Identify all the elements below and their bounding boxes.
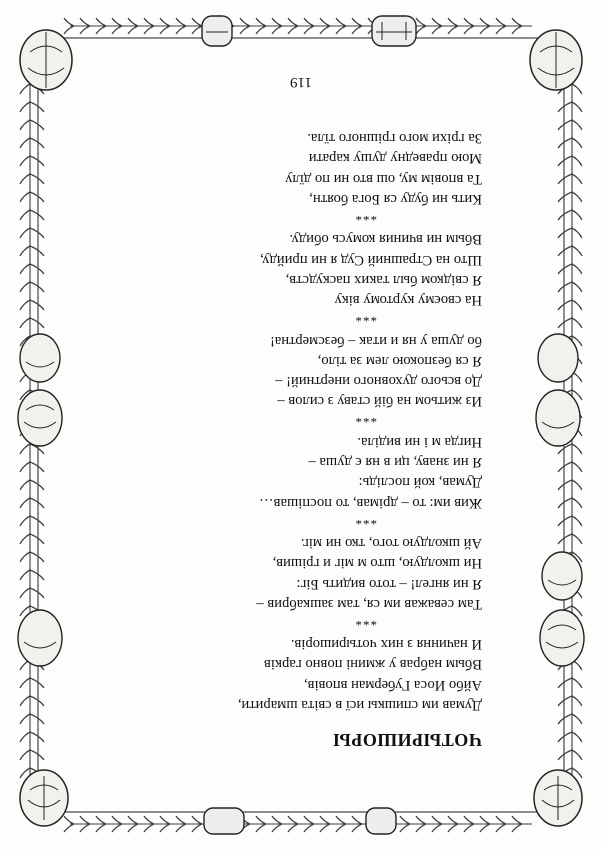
leaf-garland-icon <box>464 18 474 26</box>
leaf-garland-icon <box>572 318 582 328</box>
leaf-garland-icon <box>320 816 330 824</box>
leaf-garland-icon <box>256 824 266 832</box>
leaf-garland-icon <box>288 26 298 34</box>
leaf-garland-icon <box>192 18 202 26</box>
leaf-garland-icon <box>558 318 572 328</box>
leaf-garland-icon <box>144 824 154 832</box>
leaf-garland-icon <box>20 192 30 202</box>
leaf-garland-icon <box>304 824 314 832</box>
leaf-garland-icon <box>64 18 74 26</box>
leaf-garland-icon <box>30 228 44 238</box>
leaf-garland-icon <box>496 18 506 26</box>
leaf-garland-icon <box>320 26 330 34</box>
leaf-garland-icon <box>416 18 426 26</box>
leaf-garland-icon <box>512 816 522 824</box>
leaf-garland-icon <box>30 588 44 598</box>
poem-line: Што на Страшний Суд я ни прийду, <box>259 251 482 268</box>
leaf-garland-icon <box>558 750 572 760</box>
egg-ornament-icon <box>18 610 62 666</box>
leaf-garland-icon <box>480 816 490 824</box>
leaf-garland-icon <box>558 264 572 274</box>
leaf-garland-icon <box>30 750 44 760</box>
poem-line: Я ни янгел! – тото видить Біг: <box>296 575 482 592</box>
stanza-separator: *** <box>354 209 377 225</box>
leaf-garland-icon <box>480 26 490 34</box>
leaf-garland-icon <box>20 444 30 454</box>
leaf-garland-icon <box>272 824 282 832</box>
leaf-garland-icon <box>558 300 572 310</box>
leaf-garland-icon <box>448 824 458 832</box>
leaf-garland-icon <box>558 246 572 256</box>
leaf-garland-icon <box>464 816 474 824</box>
leaf-garland-icon <box>288 816 298 824</box>
leaf-garland-icon <box>272 18 282 26</box>
leaf-garland-icon <box>20 300 30 310</box>
leaf-garland-icon <box>20 696 30 706</box>
leaf-garland-icon <box>496 824 506 832</box>
leaf-garland-icon <box>416 824 426 832</box>
leaf-garland-icon <box>572 246 582 256</box>
leaf-garland-icon <box>64 824 74 832</box>
leaf-garland-icon <box>572 516 582 526</box>
stanza <box>102 431 482 512</box>
egg-ornament-icon <box>20 770 68 826</box>
stanza <box>102 128 482 209</box>
leaf-garland-icon <box>336 18 346 26</box>
leaf-garland-icon <box>20 282 30 292</box>
leaf-garland-icon <box>558 228 572 238</box>
poem-line: Я ся безпокою лем за тіло, <box>317 352 482 369</box>
poem-line: Думав, кой послідь: <box>358 474 482 491</box>
leaf-garland-icon <box>572 282 582 292</box>
poem-line: Ай школдую того, тко ни міг. <box>300 534 482 551</box>
leaf-garland-icon <box>512 26 522 34</box>
leaf-garland-icon <box>30 102 44 112</box>
leaf-garland-icon <box>30 570 44 580</box>
leaf-garland-icon <box>480 18 490 26</box>
leaf-garland-icon <box>432 26 442 34</box>
egg-ornament-icon <box>534 770 582 826</box>
leaf-garland-icon <box>572 120 582 130</box>
leaf-garland-icon <box>416 816 426 824</box>
jug-ornament-icon <box>372 16 416 46</box>
leaf-garland-icon <box>160 824 170 832</box>
leaf-garland-icon <box>256 816 266 824</box>
leaf-garland-icon <box>80 824 90 832</box>
leaf-garland-icon <box>400 816 410 824</box>
leaf-garland-icon <box>30 498 44 508</box>
leaf-garland-icon <box>96 816 106 824</box>
leaf-garland-icon <box>558 174 572 184</box>
leaf-garland-icon <box>112 816 122 824</box>
leaf-garland-icon <box>20 498 30 508</box>
poem-line: Айбо Иоса Губерман вповів, <box>303 676 482 693</box>
leaf-garland-icon <box>30 138 44 148</box>
leaf-garland-icon <box>558 480 572 490</box>
leaf-garland-icon <box>20 732 30 742</box>
leaf-garland-icon <box>572 300 582 310</box>
leaf-garland-icon <box>112 824 122 832</box>
leaf-garland-icon <box>20 264 30 274</box>
leaf-garland-icon <box>30 156 44 166</box>
jug-ornament-icon <box>202 16 232 46</box>
leaf-garland-icon <box>512 18 522 26</box>
poem-line: До всього духовного инертний! – <box>275 373 482 390</box>
leaf-garland-icon <box>272 26 282 34</box>
leaf-garland-icon <box>572 534 582 544</box>
leaf-garland-icon <box>30 318 44 328</box>
leaf-garland-icon <box>20 246 30 256</box>
leaf-garland-icon <box>30 264 44 274</box>
leaf-garland-icon <box>572 498 582 508</box>
poem-line: Думав им спишкы исї в світа шмарити, <box>237 697 482 713</box>
leaf-garland-icon <box>352 18 362 26</box>
poem-line: Я свідком был таких паскудств, <box>285 271 482 288</box>
leaf-garland-icon <box>30 300 44 310</box>
leaf-garland-icon <box>128 18 138 26</box>
leaf-garland-icon <box>558 282 572 292</box>
leaf-garland-icon <box>272 816 282 824</box>
leaf-garland-icon <box>464 824 474 832</box>
leaf-garland-icon <box>176 18 186 26</box>
leaf-garland-icon <box>20 462 30 472</box>
leaf-garland-icon <box>30 120 44 130</box>
leaf-garland-icon <box>480 824 490 832</box>
leaf-garland-icon <box>336 816 346 824</box>
stanza-separator: *** <box>354 512 377 528</box>
stanza <box>102 330 482 411</box>
poem-line: Жив им: то – дрімав, то поспішав… <box>259 494 482 511</box>
leaf-garland-icon <box>128 824 138 832</box>
leaf-garland-icon <box>20 534 30 544</box>
leaf-garland-icon <box>558 462 572 472</box>
poem-content <box>102 122 482 750</box>
poem-line: Вбым ни вчиния комусь обиду. <box>289 231 482 248</box>
leaf-garland-icon <box>320 824 330 832</box>
leaf-garland-icon <box>160 18 170 26</box>
leaf-garland-icon <box>20 516 30 526</box>
leaf-garland-icon <box>80 26 90 34</box>
leaf-garland-icon <box>160 26 170 34</box>
leaf-garland-icon <box>256 26 266 34</box>
leaf-garland-icon <box>256 18 266 26</box>
poem-line: Мою праведну душу карати <box>308 150 482 167</box>
leaf-garland-icon <box>496 26 506 34</box>
leaf-garland-icon <box>512 824 522 832</box>
leaf-garland-icon <box>288 824 298 832</box>
leaf-garland-icon <box>144 18 154 26</box>
leaf-garland-icon <box>572 750 582 760</box>
leaf-garland-icon <box>160 816 170 824</box>
leaf-garland-icon <box>558 120 572 130</box>
leaf-garland-icon <box>558 516 572 526</box>
leaf-garland-icon <box>30 246 44 256</box>
leaf-garland-icon <box>20 480 30 490</box>
leaf-garland-icon <box>20 552 30 562</box>
leaf-garland-icon <box>64 816 74 824</box>
leaf-garland-icon <box>96 26 106 34</box>
leaf-garland-icon <box>496 816 506 824</box>
leaf-garland-icon <box>128 816 138 824</box>
stanza <box>102 634 482 715</box>
leaf-garland-icon <box>20 750 30 760</box>
leaf-garland-icon <box>30 282 44 292</box>
leaf-garland-icon <box>572 444 582 454</box>
leaf-garland-icon <box>176 824 186 832</box>
leaf-garland-icon <box>20 318 30 328</box>
leaf-garland-icon <box>20 120 30 130</box>
leaf-garland-icon <box>432 816 442 824</box>
leaf-garland-icon <box>352 816 362 824</box>
leaf-garland-icon <box>144 26 154 34</box>
egg-ornament-icon <box>18 334 62 446</box>
leaf-garland-icon <box>192 816 202 824</box>
leaf-garland-icon <box>20 570 30 580</box>
leaf-garland-icon <box>352 26 362 34</box>
leaf-garland-icon <box>30 732 44 742</box>
leaf-garland-icon <box>416 26 426 34</box>
leaf-garland-icon <box>336 824 346 832</box>
leaf-garland-icon <box>80 18 90 26</box>
poem-line: Та вповім му, ош вто ни по дїлу <box>285 170 482 187</box>
leaf-garland-icon <box>572 156 582 166</box>
leaf-garland-icon <box>30 462 44 472</box>
egg-ornament-icon <box>540 552 584 666</box>
stanza-separator: *** <box>354 310 377 326</box>
leaf-garland-icon <box>20 102 30 112</box>
leaf-garland-icon <box>336 26 346 34</box>
leaf-garland-icon <box>572 138 582 148</box>
leaf-garland-icon <box>572 102 582 112</box>
leaf-garland-icon <box>96 824 106 832</box>
poem-line: Там севажав им ся, там зашкабрив – <box>256 595 482 612</box>
leaf-garland-icon <box>176 816 186 824</box>
leaf-garland-icon <box>558 678 572 688</box>
stanza-separator: *** <box>354 411 377 427</box>
leaf-garland-icon <box>20 174 30 184</box>
leaf-garland-icon <box>30 696 44 706</box>
leaf-garland-icon <box>558 498 572 508</box>
stanza <box>102 533 482 614</box>
poem-line: На своєму куртому віку <box>334 292 482 309</box>
leaf-garland-icon <box>20 156 30 166</box>
leaf-garland-icon <box>20 714 30 724</box>
poem-line: Нигда м і ни виділа. <box>357 433 482 450</box>
leaf-garland-icon <box>30 192 44 202</box>
leaf-garland-icon <box>558 138 572 148</box>
leaf-garland-icon <box>80 816 90 824</box>
page-number: 119 <box>290 74 312 90</box>
leaf-garland-icon <box>30 516 44 526</box>
jug-ornament-icon <box>366 808 396 834</box>
leaf-garland-icon <box>192 824 202 832</box>
leaf-garland-icon <box>30 714 44 724</box>
leaf-garland-icon <box>572 732 582 742</box>
leaf-garland-icon <box>448 816 458 824</box>
leaf-garland-icon <box>144 816 154 824</box>
leaf-garland-icon <box>572 696 582 706</box>
leaf-garland-icon <box>20 678 30 688</box>
leaf-garland-icon <box>20 210 30 220</box>
leaf-garland-icon <box>572 228 582 238</box>
poem-line: Вбым набрав у жмині повно гарків <box>263 656 482 673</box>
leaf-garland-icon <box>572 264 582 274</box>
poem-line: Я ни знаву, ци в ня є душа – <box>308 454 482 471</box>
leaf-garland-icon <box>558 732 572 742</box>
poem-title: ЧОТЫРИШОРЫ <box>332 730 482 750</box>
leaf-garland-icon <box>558 102 572 112</box>
leaf-garland-icon <box>572 678 582 688</box>
leaf-garland-icon <box>20 588 30 598</box>
leaf-garland-icon <box>304 18 314 26</box>
leaf-garland-icon <box>320 18 330 26</box>
stanza <box>102 229 482 310</box>
leaf-garland-icon <box>558 156 572 166</box>
leaf-garland-icon <box>304 26 314 34</box>
leaf-garland-icon <box>572 174 582 184</box>
leaf-garland-icon <box>432 18 442 26</box>
stanza-separator: *** <box>354 613 377 629</box>
leaf-garland-icon <box>400 824 410 832</box>
leaf-garland-icon <box>558 714 572 724</box>
leaf-garland-icon <box>572 462 582 472</box>
leaf-garland-icon <box>558 696 572 706</box>
leaf-garland-icon <box>112 26 122 34</box>
poem-line: И начиння з них чотыришорів. <box>290 636 482 653</box>
leaf-garland-icon <box>20 138 30 148</box>
leaf-garland-icon <box>240 18 250 26</box>
leaf-garland-icon <box>30 678 44 688</box>
leaf-garland-icon <box>572 714 582 724</box>
poem-line: Ни школдую, што м міг и грішив, <box>272 555 482 572</box>
leaf-garland-icon <box>572 480 582 490</box>
leaf-garland-icon <box>558 210 572 220</box>
leaf-garland-icon <box>288 18 298 26</box>
leaf-garland-icon <box>30 534 44 544</box>
leaf-garland-icon <box>30 552 44 562</box>
poem-line: бо душа у ня и итак – безсмертна! <box>269 332 482 349</box>
leaf-garland-icon <box>176 26 186 34</box>
leaf-garland-icon <box>30 174 44 184</box>
leaf-garland-icon <box>30 480 44 490</box>
leaf-garland-icon <box>558 192 572 202</box>
leaf-garland-icon <box>128 26 138 34</box>
poem-line: Кить ни буду ся Бога боятн, <box>309 191 482 208</box>
leaf-garland-icon <box>304 816 314 824</box>
poem-line: За гріхи мого грішного тїла. <box>307 130 482 147</box>
leaf-garland-icon <box>96 18 106 26</box>
leaf-garland-icon <box>112 18 122 26</box>
leaf-garland-icon <box>352 824 362 832</box>
leaf-garland-icon <box>572 192 582 202</box>
leaf-garland-icon <box>448 18 458 26</box>
leaf-garland-icon <box>464 26 474 34</box>
leaf-garland-icon <box>30 210 44 220</box>
egg-ornament-icon <box>536 334 580 446</box>
jug-ornament-icon <box>204 808 244 834</box>
leaf-garland-icon <box>240 26 250 34</box>
leaf-garland-icon <box>558 534 572 544</box>
leaf-garland-icon <box>432 824 442 832</box>
leaf-garland-icon <box>192 26 202 34</box>
poem-line: Из житьом на бій ставу з силов – <box>277 393 482 410</box>
leaf-garland-icon <box>572 210 582 220</box>
leaf-garland-icon <box>20 228 30 238</box>
leaf-garland-icon <box>448 26 458 34</box>
leaf-garland-icon <box>64 26 74 34</box>
